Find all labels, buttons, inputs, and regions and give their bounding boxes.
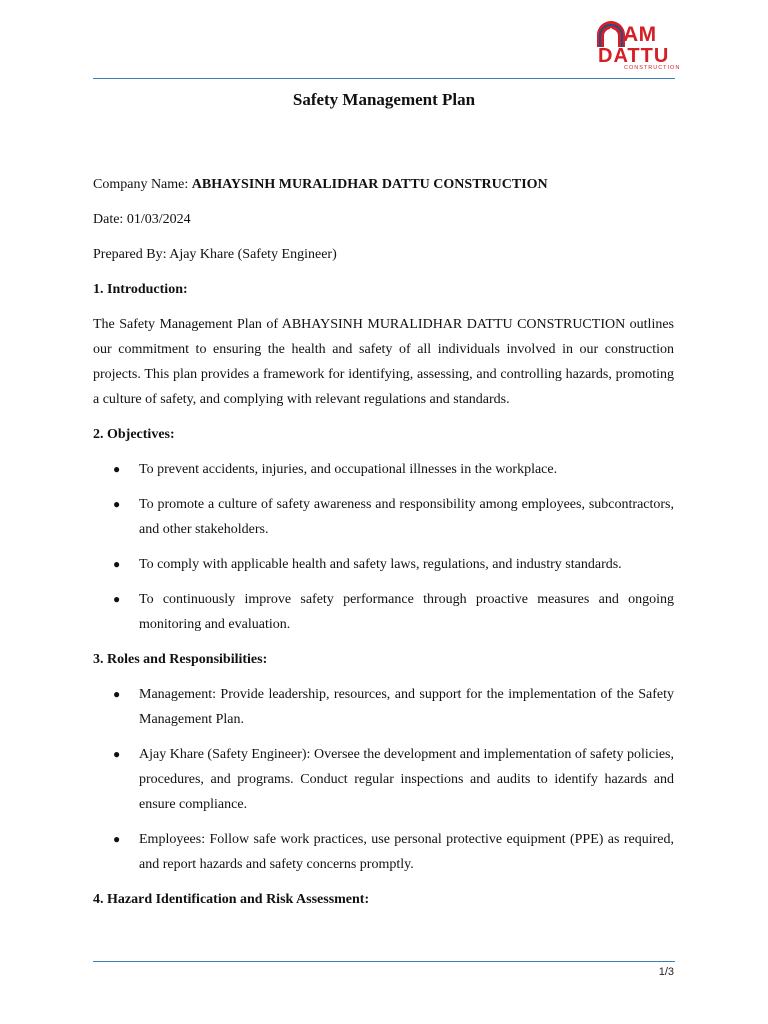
document-body xyxy=(93,172,674,922)
list-item-text: To continuously improve safety performance through proactive measures and ongoing monitoring and evaluation. xyxy=(139,592,674,632)
date-value: 01/03/2024 xyxy=(126,212,191,227)
objectives-list xyxy=(93,457,674,637)
list-item xyxy=(93,742,674,817)
hazard-heading: 4. Hazard Identification and Risk Assessment: xyxy=(93,892,370,907)
objectives-heading: 2. Objectives: xyxy=(93,427,175,442)
introduction-text: The Safety Management Plan of ABHAYSINH MURALIDHAR DATTU CONSTRUCTION outlines our commitment to ensuring the health and safety of all individuals involved in our construction projects. This plan provides a framework for identifying, assessing, and controlling hazards, promoting a culture of safety, and complying with relevant regulations and standards. xyxy=(93,317,674,407)
prepared-value: Ajay Khare (Safety Engineer) xyxy=(169,247,337,262)
prepared-label: Prepared By: xyxy=(93,247,167,262)
logo-text-construction: CONSTRUCTION xyxy=(624,65,681,71)
bullet-icon: ● xyxy=(113,832,121,846)
bullet-icon: ● xyxy=(113,687,121,701)
bullet-icon: ● xyxy=(113,592,121,606)
document-title: Safety Management Plan xyxy=(292,90,476,109)
date-label: Date: xyxy=(93,212,124,227)
header-rule xyxy=(93,78,675,79)
bullet-icon: ● xyxy=(113,557,121,571)
logo-text-am: AM xyxy=(623,23,657,46)
list-item-text: Ajay Khare (Safety Engineer): Oversee the development and implementation of safety policies, procedures, and programs. Conduct regular inspections and audits to identify hazards and ensure compliance. xyxy=(139,747,674,812)
list-item xyxy=(93,827,674,877)
list-item xyxy=(93,492,674,542)
list-item xyxy=(93,682,674,732)
prepared-line xyxy=(93,242,674,267)
bullet-icon: ● xyxy=(113,497,121,511)
company-label: Company Name: xyxy=(93,177,189,192)
list-item xyxy=(93,552,674,577)
date-line xyxy=(93,207,674,232)
footer-rule xyxy=(93,961,675,962)
roles-heading: 3. Roles and Responsibilities: xyxy=(93,652,268,667)
list-item-text: To comply with applicable health and safety laws, regulations, and industry standards. xyxy=(139,557,622,572)
list-item-text: To prevent accidents, injuries, and occupational illnesses in the workplace. xyxy=(139,462,558,477)
list-item-text: Employees: Follow safe work practices, use personal protective equipment (PPE) as required, and report hazards and safety concerns promptly. xyxy=(139,832,674,872)
page-number: 1/3 xyxy=(658,966,674,978)
introduction-heading: 1. Introduction: xyxy=(93,282,188,297)
bullet-icon: ● xyxy=(113,747,121,761)
roles-list xyxy=(93,682,674,877)
list-item xyxy=(93,457,674,482)
bullet-icon: ● xyxy=(113,462,121,476)
logo-text-dattu: DATTU xyxy=(598,45,670,67)
company-name: ABHAYSINH MURALIDHAR DATTU CONSTRUCTION xyxy=(191,177,548,192)
company-line xyxy=(93,172,674,197)
list-item-text: Management: Provide leadership, resources, and support for the implementation of the Safety Management Plan. xyxy=(139,687,674,727)
company-logo xyxy=(594,19,681,75)
list-item-text: To promote a culture of safety awareness and responsibility among employees, subcontractors, and other stakeholders. xyxy=(139,497,674,537)
list-item xyxy=(93,587,674,637)
